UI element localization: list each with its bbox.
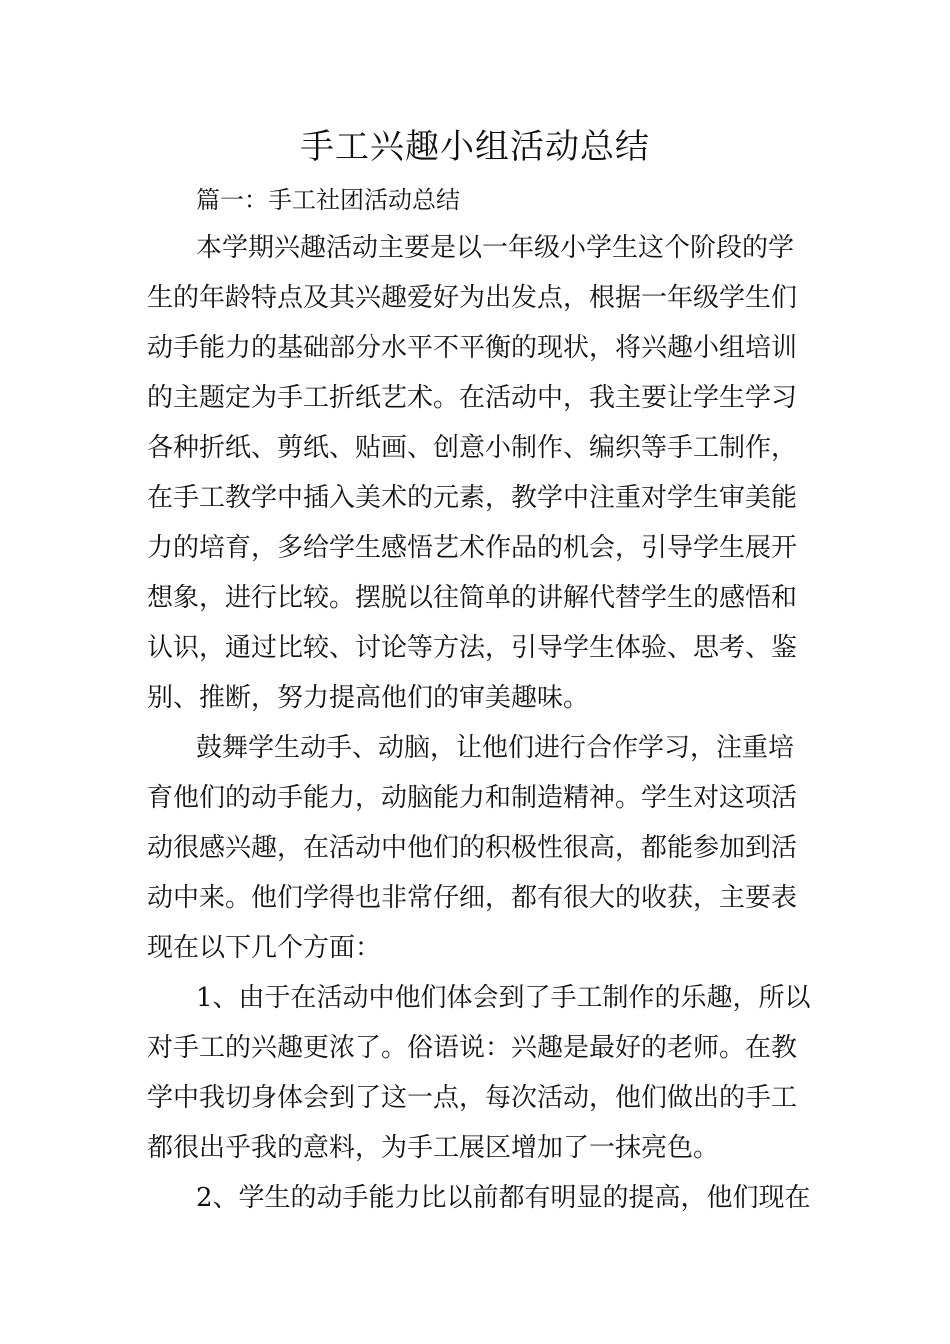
document-subtitle: 篇一：手工社团活动总结 bbox=[196, 186, 460, 214]
paragraph-line: 各种折纸、剪纸、贴画、创意小制作、编织等手工制作， bbox=[147, 433, 798, 463]
paragraph-line: 动很感兴趣，在活动中他们的积极性很高，都能参加到活 bbox=[147, 833, 798, 863]
paragraph-line: 力的培育，多给学生感悟艺术作品的机会，引导学生展开 bbox=[147, 533, 798, 563]
paragraph-line: 别、推断，努力提高他们的审美趣味。 bbox=[147, 683, 590, 713]
paragraph-line: 动中来。他们学得也非常仔细，都有很大的收获，主要表 bbox=[147, 883, 798, 913]
paragraph-line: 2、学生的动手能力比以前都有明显的提高，他们现在 bbox=[196, 1183, 811, 1213]
paragraph-line: 学中我切身体会到了这一点，每次活动，他们做出的手工 bbox=[147, 1083, 798, 1113]
paragraph-line: 动手能力的基础部分水平不平衡的现状，将兴趣小组培训 bbox=[147, 333, 798, 363]
paragraph-line: 想象，进行比较。摆脱以往简单的讲解代替学生的感悟和 bbox=[147, 583, 798, 613]
document-title: 手工兴趣小组活动总结 bbox=[300, 127, 650, 167]
paragraph-line: 在手工教学中插入美术的元素，教学中注重对学生审美能 bbox=[147, 483, 798, 513]
paragraph-line: 对手工的兴趣更浓了。俗语说：兴趣是最好的老师。在教 bbox=[147, 1033, 798, 1063]
paragraph-line: 1、由于在活动中他们体会到了手工制作的乐趣，所以 bbox=[196, 983, 811, 1013]
paragraph-line: 现在以下几个方面： bbox=[147, 933, 382, 963]
paragraph-line: 认识，通过比较、讨论等方法，引导学生体验、思考、鉴 bbox=[147, 633, 798, 663]
paragraph-line: 育他们的动手能力，动脑能力和制造精神。学生对这项活 bbox=[147, 783, 798, 813]
paragraph-line: 鼓舞学生动手、动脑，让他们进行合作学习，注重培 bbox=[196, 733, 795, 763]
paragraph-line: 都很出乎我的意料，为手工展区增加了一抹亮色。 bbox=[147, 1133, 720, 1163]
paragraph-line: 生的年龄特点及其兴趣爱好为出发点，根据一年级学生们 bbox=[147, 283, 798, 313]
paragraph-line: 本学期兴趣活动主要是以一年级小学生这个阶段的学 bbox=[196, 233, 795, 263]
paragraph-line: 的主题定为手工折纸艺术。在活动中，我主要让学生学习 bbox=[147, 383, 798, 413]
